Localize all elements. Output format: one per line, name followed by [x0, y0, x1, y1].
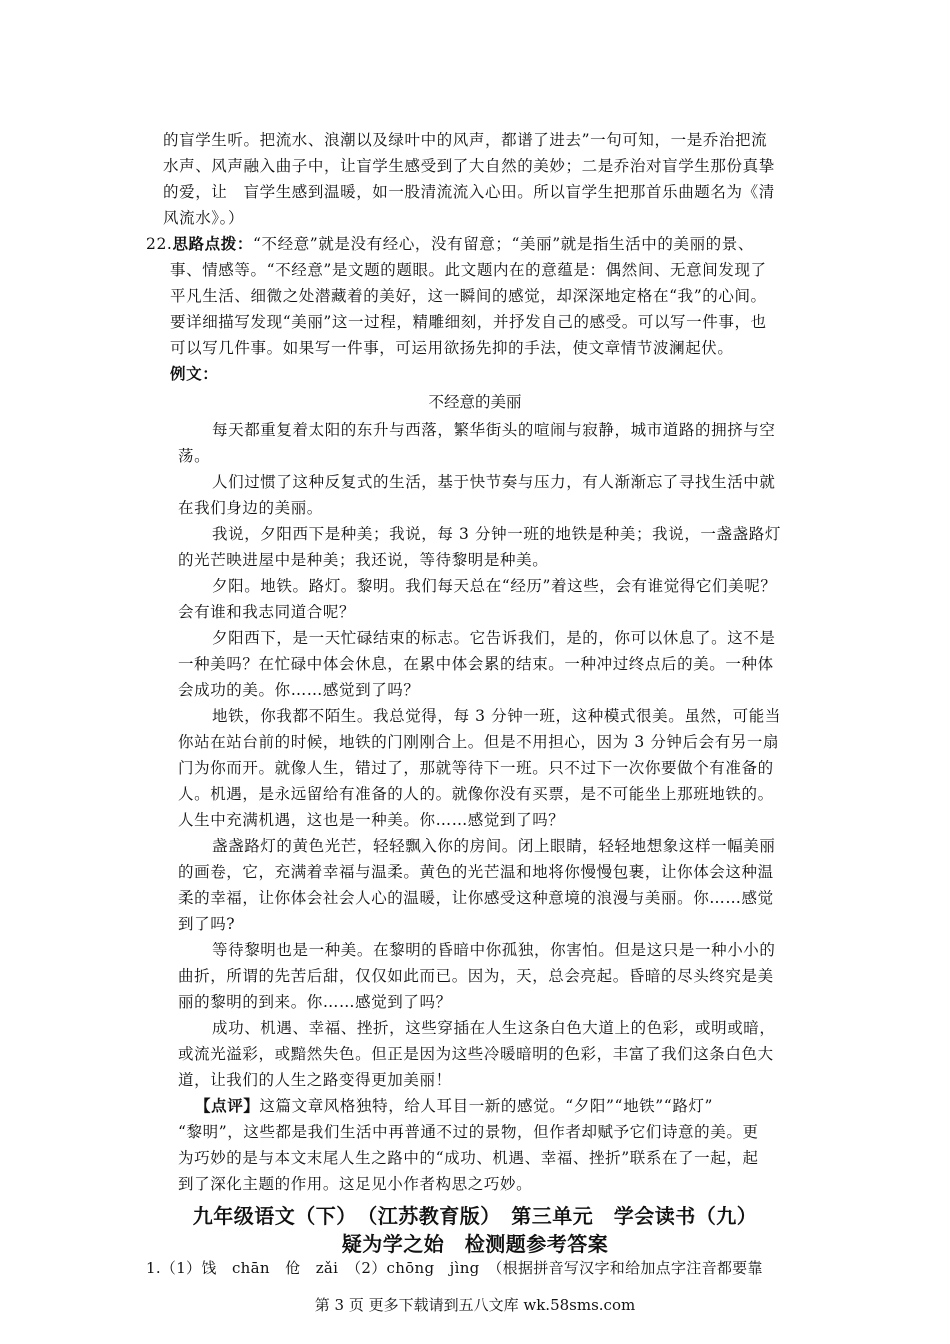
essay-line: 夕阳西下，是一天忙碌结束的标志。它告诉我们，是的，你可以休息了。这不是 — [212, 629, 776, 647]
essay-line: 你站在站台前的时候，地铁的门刚刚合上。但是不用担心，因为 3 分钟后会有另一扇 — [178, 733, 780, 751]
intro-line: 水声、风声融入曲子中，让盲学生感受到了大自然的美妙；二是乔治对盲学生那份真挚 — [163, 157, 775, 175]
section-heading-line2: 疑为学之始 检测题参考答案 — [341, 1232, 609, 1256]
essay-line: 盏盏路灯的黄色光芒，轻轻飘入你的房间。闭上眼睛，轻轻地想象这样一幅美丽 — [212, 837, 776, 855]
essay-line: 夕阳。地铁。路灯。黎明。我们每天总在“经历”着这些，会有谁觉得它们美呢？ — [212, 577, 777, 595]
comment-text: 这篇文章风格独特，给人耳目一新的感觉。“夕阳”“地铁”“路灯” — [259, 1097, 714, 1115]
essay-line: 丽的黎明的到来。你……感觉到了吗？ — [178, 993, 452, 1011]
essay-line: 人们过惯了这种反复式的生活，基于快节奏与压力，有人渐渐忘了寻找生活中就 — [212, 473, 776, 491]
essay-line: 在我们身边的美丽。 — [178, 499, 323, 517]
essay-line: 道，让我们的人生之路变得更加美丽！ — [178, 1071, 452, 1089]
section-heading-line1: 九年级语文（下） （江苏教育版） 第三单元 学会读书（九） — [192, 1204, 758, 1228]
q22-first-line — [146, 234, 754, 254]
comment-label: 【点评】 — [195, 1096, 260, 1115]
intro-line: 风流水》。） — [163, 209, 245, 227]
essay-line: 门为你而开。就像人生，错过了，那就等待下一班。只不过下一次你要做个有准备的 — [178, 759, 774, 777]
essay-line: 或流光溢彩，或黯然失色。但正是因为这些冷暖暗明的色彩，丰富了我们这条白色大 — [178, 1045, 774, 1063]
essay-line: 曲折，所谓的先苦后甜，仅仅如此而已。因为，天，总会亮起。昏暗的尽头终究是美 — [178, 967, 774, 985]
essay-line: 成功、机遇、幸福、挫折，这些穿插在人生这条白色大道上的色彩，或明或暗， — [212, 1019, 776, 1037]
essay-title: 不经意的美丽 — [428, 393, 522, 411]
essay-line: 人生中充满机遇，这也是一种美。你……感觉到了吗？ — [178, 811, 565, 829]
essay-line: 到了吗? — [178, 915, 236, 933]
comment-line: “黎明”，这些都是我们生活中再普通不过的景物，但作者却赋予它们诗意的美。更 — [178, 1123, 759, 1141]
essay-line: 地铁，你我都不陌生。我总觉得，每 3 分钟一班，这种模式很美。虽然，可能当 — [212, 707, 781, 725]
comment-first-line — [195, 1096, 713, 1116]
example-label: 例文： — [170, 364, 219, 383]
essay-line: 柔的幸福，让你体会社会人心的温暖，让你感受这种意境的浪漫与美丽。你……感觉 — [178, 889, 774, 907]
intro-line: 的爱，让 盲学生感到温暖，如一股清流流入心田。所以盲学生把那首乐曲题名为《清 — [163, 183, 775, 201]
essay-line: 荡。 — [178, 447, 211, 465]
comment-line: 为巧妙的是与本文末尾人生之路中的“成功、机遇、幸福、挫折”联系在了一起，起 — [178, 1149, 759, 1167]
essay-line: 我说，夕阳西下是种美；我说，每 3 分钟一班的地铁是种美；我说，一盏盏路灯 — [212, 525, 781, 543]
q22-line: 可以写几件事。如果写一件事，可运用欲扬先抑的手法，使文章情节波澜起伏。 — [170, 339, 734, 357]
q22-line: 要详细描写发现“美丽”这一过程，精雕细刻，并抒发自己的感受。可以写一件事，也 — [170, 313, 767, 331]
essay-line: 会成功的美。你……感觉到了吗？ — [178, 681, 420, 699]
intro-line: 的盲学生听。把流水、浪潮以及绿叶中的风声，都谱了进去”一句可知，一是乔治把流 — [163, 131, 768, 149]
comment-line: 到了深化主题的作用。这足见小作者构思之巧妙。 — [178, 1175, 533, 1193]
essay-line: 的画卷，它，充满着幸福与温柔。黄色的光芒温和地将你慢慢包裹，让你体会这种温 — [178, 863, 774, 881]
q22-label: 思路点拨： — [172, 234, 253, 253]
page-footer: 第 3 页 更多下载请到五八文库 wk.58sms.com — [314, 1296, 636, 1314]
essay-line: 等待黎明也是一种美。在黎明的昏暗中你孤独，你害怕。但是这只是一种小小的 — [212, 941, 776, 959]
essay-line: 的光芒映进屋中是种美；我还说，等待黎明是种美。 — [178, 551, 549, 569]
q22-text: “不经意”就是没有经心，没有留意；“美丽”就是指生活中的美丽的景、 — [252, 235, 754, 253]
essay-line: 人。机遇，是永远留给有准备的人的。就像你没有买票，是不可能坐上那班地铁的。 — [178, 785, 774, 803]
essay-line: 会有谁和我志同道合呢？ — [178, 603, 356, 621]
q22-line: 事、情感等。“不经意”是文题的题眼。此文题内在的意蕴是：偶然间、无意间发现了 — [170, 261, 767, 279]
essay-line: 一种美吗？在忙碌中体会休息，在累中体会累的结束。一种冲过终点后的美。一种体 — [178, 655, 774, 673]
answer-1: 1.（1）饯 chān 伧 zǎi （2）chōng jìng （根据拼音写汉字和给加点字注音都要靠 — [146, 1259, 763, 1277]
q22-number: 22. — [146, 235, 173, 253]
essay-line: 每天都重复着太阳的东升与西落，繁华街头的喧闹与寂静，城市道路的拥挤与空 — [212, 421, 776, 439]
q22-line: 平凡生活、细微之处潜藏着的美好，这一瞬间的感觉，却深深地定格在“我”的心间。 — [170, 287, 767, 305]
